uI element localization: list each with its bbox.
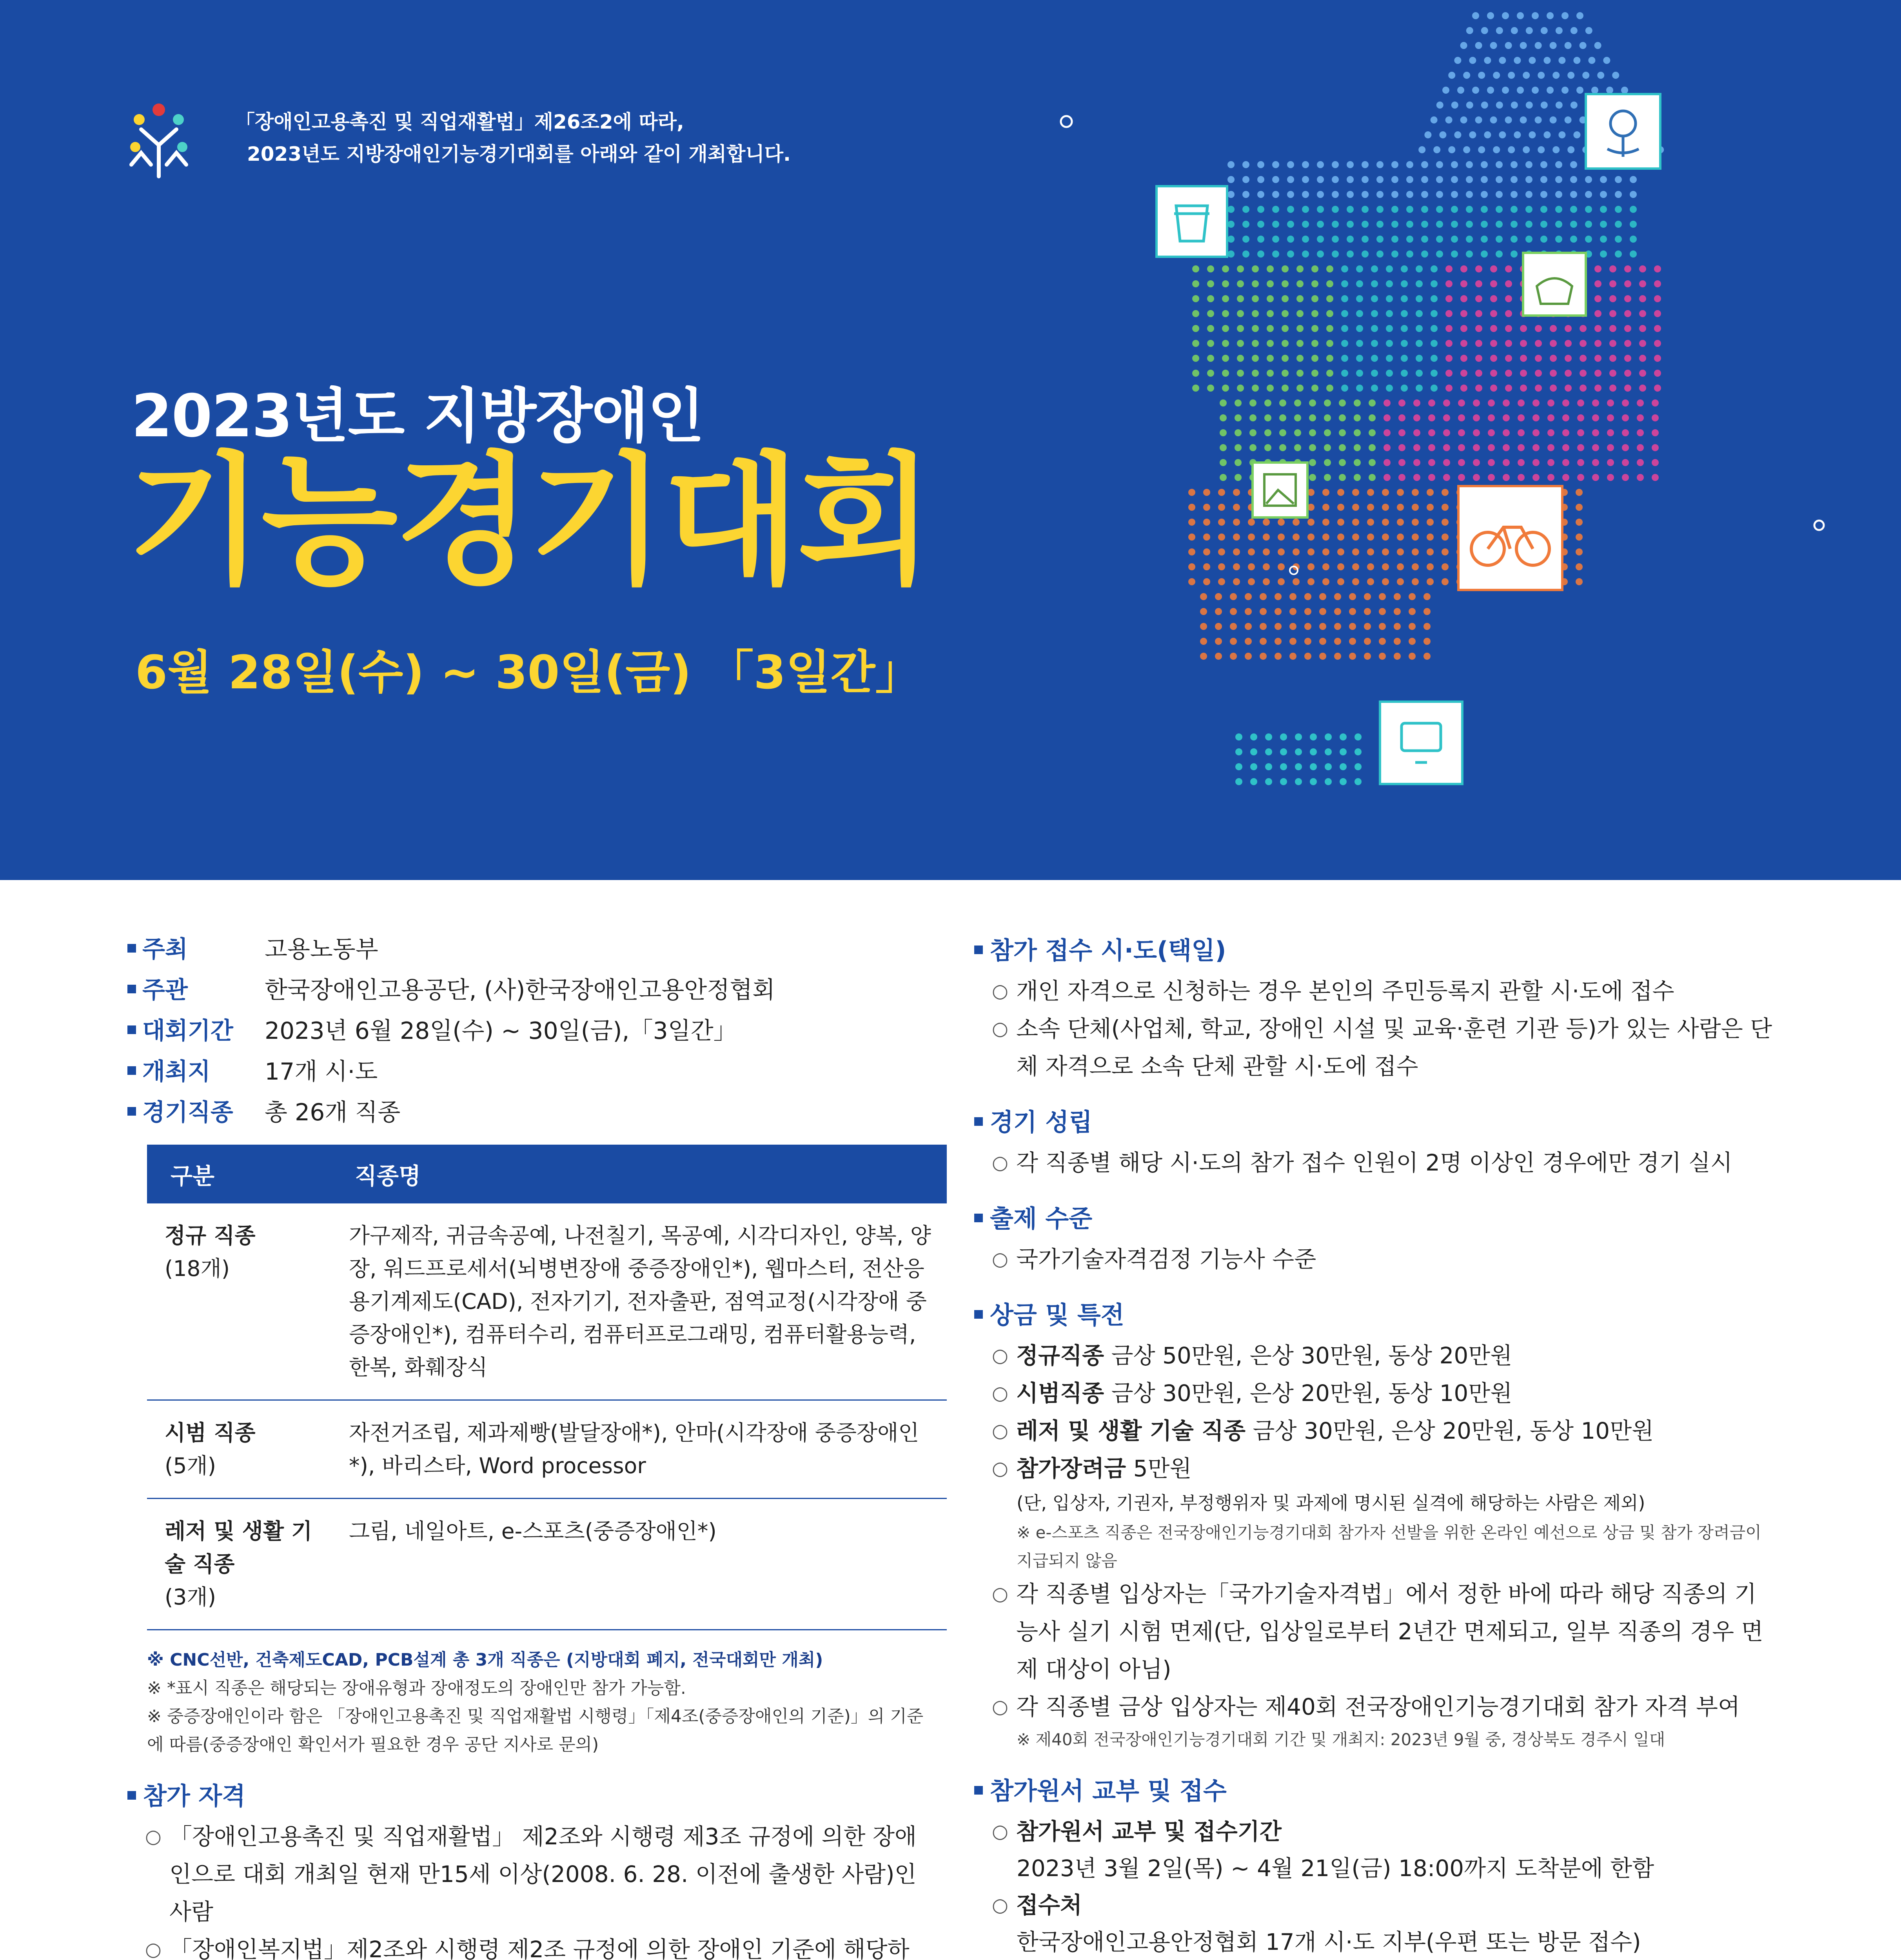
category-header-jobs: 직종명 (331, 1145, 947, 1203)
info-categories-value: 총 26개 직종 (265, 1099, 401, 1126)
reception-item: ○ 소속 단체(사업체, 학교, 장애인 시설 및 교육·훈련 기관 등)가 있는 사람은 단체 자격으로 소속 단체 관할 시·도에 접수 (992, 1010, 1774, 1085)
info-period-label: 대회기간 (127, 1011, 265, 1051)
kesad-logo-icon (125, 98, 192, 180)
left-column (127, 929, 931, 1960)
prize-trial-value: 금상 30만원, 은상 20만원, 동상 10만원 (1111, 1380, 1512, 1406)
prize-exemption: ○ 각 직종별 입상자는「국가기술자격법」에서 정한 바에 따라 해당 직종의 기능사 실기 시험 면제(단, 입상일로부터 2년간 면제되고, 일부 직종의 경우 면제 대상이 아님) (992, 1575, 1774, 1688)
prize-leisure-label: 레저 및 생활 기술 직종 (1016, 1417, 1246, 1444)
monitor-icon (1380, 702, 1462, 784)
info-organizer-label: 주관 (127, 970, 265, 1011)
level-item: ○ 국가기술자격검정 기능사 수준 (992, 1240, 1774, 1278)
bicycle-icon (1458, 486, 1562, 590)
info-host-label: 주최 (127, 929, 265, 970)
category-table-header (147, 1145, 947, 1203)
category-type (147, 1400, 331, 1499)
category-type (147, 1499, 331, 1630)
info-venue-label: 개최지 (127, 1051, 265, 1092)
note-item: ※ *표시 직종은 해당되는 장애유형과 장애정도의 장애인만 참가 가능함. (147, 1678, 686, 1698)
table-notes (147, 1646, 931, 1759)
info-categories (127, 1092, 931, 1133)
category-type-count: (5개) (165, 1453, 216, 1478)
category-type-count: (3개) (165, 1584, 216, 1610)
info-period (127, 1011, 931, 1051)
level-heading: 출제 수준 (974, 1197, 1774, 1240)
hero-banner (0, 0, 1901, 880)
reception-item: ○ 개인 자격으로 신청하는 경우 본인의 주민등록지 관할 시·도에 접수 (992, 972, 1774, 1010)
category-jobs: 그림, 네일아트, e-스포츠(중증장애인*) (331, 1499, 947, 1630)
prize-leisure (992, 1412, 1774, 1450)
prize-trial-label: 시범직종 (1016, 1380, 1104, 1406)
prize-encourage (992, 1450, 1774, 1487)
prize-encourage-note: (단, 입상자, 기권자, 부정행위자 및 과제에 명시된 실격에 해당하는 사람은 제외) (1017, 1492, 1645, 1514)
prize-regular (992, 1337, 1774, 1374)
application-period-label (992, 1813, 1774, 1850)
hero-intro-line1: 「장애인고용촉진 및 직업재활법」제26조2에 따라, (235, 111, 684, 133)
prize-regular-value: 금상 50만원, 은상 30만원, 동상 20만원 (1111, 1342, 1512, 1369)
prize-encourage-value: 5만원 (1133, 1455, 1192, 1482)
reception-heading: 참가 접수 시·도(택일) (974, 929, 1774, 972)
info-venue (127, 1051, 931, 1092)
prize-national: ○ 각 직종별 금상 입상자는 제40회 전국장애인기능경기대회 참가 자격 부여 (992, 1688, 1774, 1726)
category-jobs: 자전거조립, 제과제빵(발달장애*), 안마(시각장애 중증장애인*), 바리스타, Word processor (331, 1400, 947, 1499)
hero-intro-line2: 2023년도 지방장애인기능경기대회를 아래와 같이 개최합니다. (247, 143, 791, 165)
category-type (147, 1203, 331, 1400)
category-type-name: 레저 및 생활 기술 직종 (165, 1519, 312, 1577)
application-period-value: 2023년 3월 2일(목) ~ 4월 21일(금) 18:00까지 도착분에 한함 (1017, 1855, 1654, 1882)
hero-title: 기능경기대회 (127, 439, 931, 603)
korea-dot-map (1027, 0, 1901, 880)
info-list (127, 929, 931, 1133)
prize-leisure-value: 금상 30만원, 은상 20만원, 동상 10만원 (1253, 1417, 1654, 1444)
table-row (147, 1499, 947, 1630)
qualification-heading: 참가 자격 (127, 1775, 931, 1818)
info-period-value: 2023년 6월 28일(수) ~ 30일(금),「3일간」 (265, 1017, 737, 1045)
right-column (974, 929, 1774, 1960)
table-row (147, 1203, 947, 1400)
info-host-value: 고용노동부 (265, 936, 378, 963)
info-organizer-value: 한국장애인고용공단, (사)한국장애인고용안정협회 (265, 976, 775, 1004)
qualification-item: ○ 「장애인고용촉진 및 직업재활법」 제2조와 시행령 제3조 규정에 의한 장애인으로 대회 개최일 현재 만15세 이상(2008. 6. 28. 이전에 출생한 사람)인 사람 (145, 1818, 931, 1931)
note-item: ※ CNC선반, 건축제도CAD, PCB설계 총 3개 직종은 (지방대회 폐지, 전국대회만 개최) (147, 1650, 823, 1670)
application-place-label-text: 접수처 (1016, 1892, 1082, 1918)
picture-icon (1253, 463, 1307, 517)
flower-icon (1586, 94, 1660, 169)
prize-trial (992, 1374, 1774, 1412)
application-heading: 참가원서 교부 및 접수 (974, 1769, 1774, 1813)
category-header-type: 구분 (147, 1145, 331, 1203)
prize-esports-note: ※ e-스포츠 직종은 전국장애인기능경기대회 참가자 선발을 위한 온라인 예선으로 상금 및 참가 장려금이 지급되지 않음 (1017, 1523, 1761, 1570)
hero-intro (235, 106, 1019, 170)
application-period-label-text: 참가원서 교부 및 접수기간 (1016, 1818, 1282, 1845)
category-type-name: 시범 직종 (165, 1420, 256, 1445)
category-table (147, 1145, 947, 1630)
application-place-value: 한국장애인고용안정협회 17개 시·도 지부(우편 또는 방문 접수) (1017, 1929, 1641, 1955)
info-host (127, 929, 931, 970)
cup-icon (1157, 186, 1227, 257)
category-type-name: 정규 직종 (165, 1223, 256, 1248)
info-organizer (127, 970, 931, 1011)
info-venue-value: 17개 시·도 (265, 1058, 378, 1085)
application-place-label (992, 1886, 1774, 1924)
hero-date: 6월 28일(수) ~ 30일(금) 「3일간」 (135, 645, 922, 699)
establish-heading: 경기 성립 (974, 1101, 1774, 1144)
prize-regular-label: 정규직종 (1016, 1342, 1104, 1369)
establish-item: ○ 각 직종별 해당 시·도의 참가 접수 인원이 2명 이상인 경우에만 경기 실시 (992, 1144, 1774, 1181)
prize-heading: 상금 및 특전 (974, 1294, 1774, 1337)
category-type-count: (18개) (165, 1256, 230, 1281)
category-jobs: 가구제작, 귀금속공예, 나전칠기, 목공예, 시각디자인, 양복, 양장, 워드프로세서(뇌병변장애 중증장애인*), 웹마스터, 전산응용기계제도(CAD), 전자기기, 전자출판, 점역교정(시각장애 중증장애인*), 컴퓨터수리, 컴퓨터프로그래밍, 컴퓨터활용능력, 한복, 화훼장식 (331, 1203, 947, 1400)
prize-encourage-label: 참가장려금 (1016, 1455, 1126, 1482)
qualification-item: ○ 「장애인복지법」제2조와 시행령 제2조 규정에 의한 장애인 기준에 해당하 (145, 1931, 931, 1960)
prize-national-note: ※ 제40회 전국장애인기능경기대회 기간 및 개최지: 2023년 9월 중, 경상북도 경주시 일대 (1017, 1730, 1665, 1749)
info-categories-label: 경기직종 (127, 1092, 265, 1133)
note-item: ※ 중증장애인이라 함은 「장애인고용촉진 및 직업재활법 시행령」「제4조(중증장애인의 기준)」의 기준에 따름(중증장애인 확인서가 필요한 경우 공단 지사로 문의) (147, 1706, 924, 1755)
table-row (147, 1400, 947, 1499)
cake-icon (1523, 253, 1586, 316)
hero-subtitle: 2023년도 지방장애인 (131, 382, 704, 450)
